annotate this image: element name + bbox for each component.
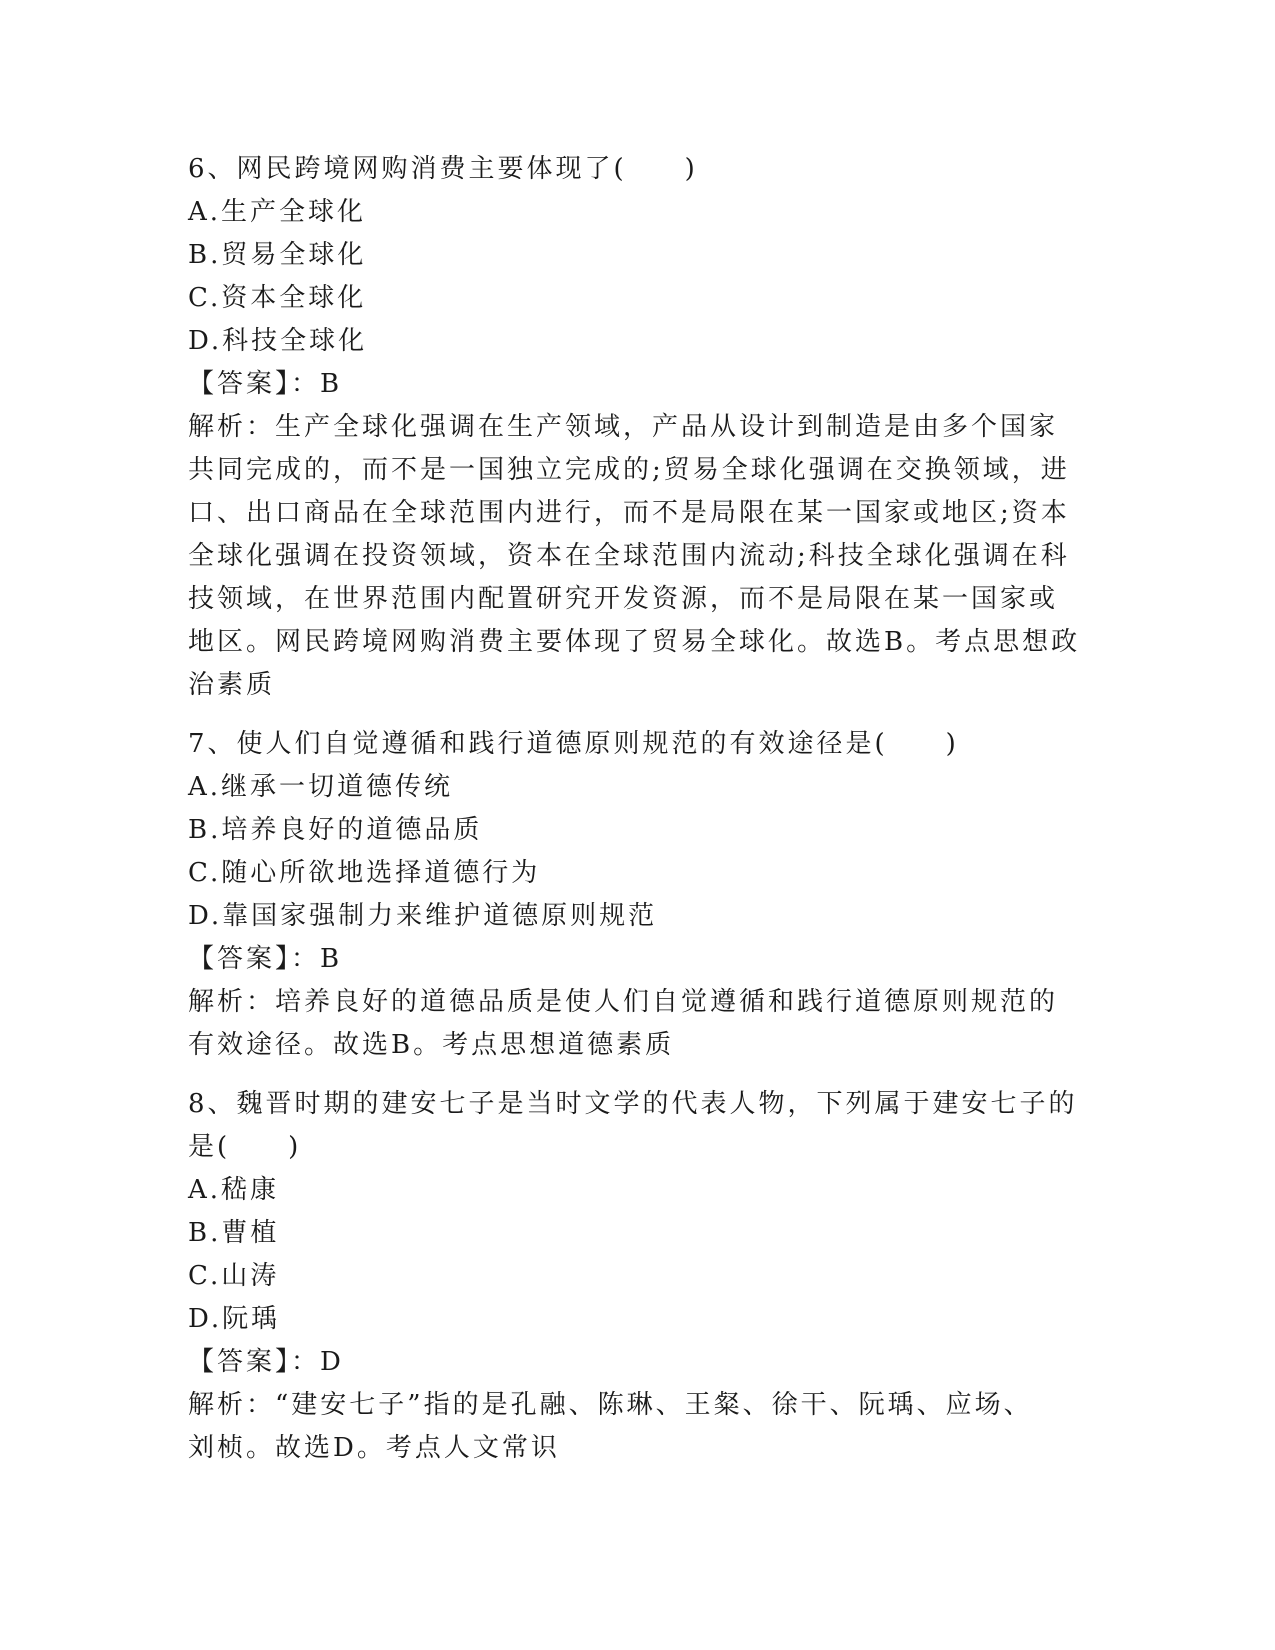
- explanation-line: 解析：“建安七子”指的是孔融、陈琳、王粲、徐干、阮瑀、应场、: [188, 1390, 1033, 1420]
- question-list: [188, 148, 1088, 1470]
- question-stem-line: 8、魏晋时期的建安七子是当时文学的代表人物，下列属于建安七子的: [188, 1089, 1078, 1119]
- answer-line: 【答案】：B: [188, 944, 343, 974]
- option-d: D.科技全球化: [188, 326, 368, 356]
- question-stem-line: 6、网民跨境网购消费主要体现了( ): [188, 154, 698, 184]
- option-a: A.生产全球化: [188, 197, 367, 227]
- option-b: B.贸易全球化: [188, 240, 367, 270]
- explanation-line: 有效途径。故选B。考点思想道德素质: [188, 1030, 675, 1060]
- option-a: A.继承一切道德传统: [188, 772, 454, 802]
- question-stem-line: 7、使人们自觉遵循和践行道德原则规范的有效途径是( ): [188, 729, 959, 759]
- explanation-line: 共同完成的，而不是一国独立完成的;贸易全球化强调在交换领域，进: [188, 455, 1070, 485]
- option-b: B.曹植: [188, 1218, 280, 1248]
- option-d: D.靠国家强制力来维护道德原则规范: [188, 901, 658, 931]
- explanation-line: 治素质: [188, 670, 276, 700]
- option-d: D.阮瑀: [188, 1304, 281, 1334]
- question-7: [188, 723, 1088, 1067]
- question-6: [188, 148, 1088, 707]
- option-c: C.山涛: [188, 1261, 280, 1291]
- question-stem-line: 是( ): [188, 1132, 302, 1162]
- explanation-line: 刘桢。故选D。考点人文常识: [188, 1433, 560, 1463]
- explanation-line: 口、出口商品在全球范围内进行，而不是局限在某一国家或地区;资本: [188, 498, 1070, 528]
- option-a: A.嵇康: [188, 1175, 280, 1205]
- explanation-line: 地区。网民跨境网购消费主要体现了贸易全球化。故选B。考点思想政: [188, 627, 1081, 657]
- option-c: C.随心所欲地选择道德行为: [188, 858, 541, 888]
- explanation-line: 解析：生产全球化强调在生产领域，产品从设计到制造是由多个国家: [188, 412, 1059, 442]
- explanation-line: 全球化强调在投资领域，资本在全球范围内流动;科技全球化强调在科: [188, 541, 1070, 571]
- question-8: [188, 1083, 1088, 1470]
- explanation-line: 技领域，在世界范围内配置研究开发资源，而不是局限在某一国家或: [188, 584, 1059, 614]
- option-b: B.培养良好的道德品质: [188, 815, 483, 845]
- answer-line: 【答案】：B: [188, 369, 343, 399]
- answer-line: 【答案】：D: [188, 1347, 344, 1377]
- explanation-line: 解析：培养良好的道德品质是使人们自觉遵循和践行道德原则规范的: [188, 987, 1059, 1017]
- option-c: C.资本全球化: [188, 283, 367, 313]
